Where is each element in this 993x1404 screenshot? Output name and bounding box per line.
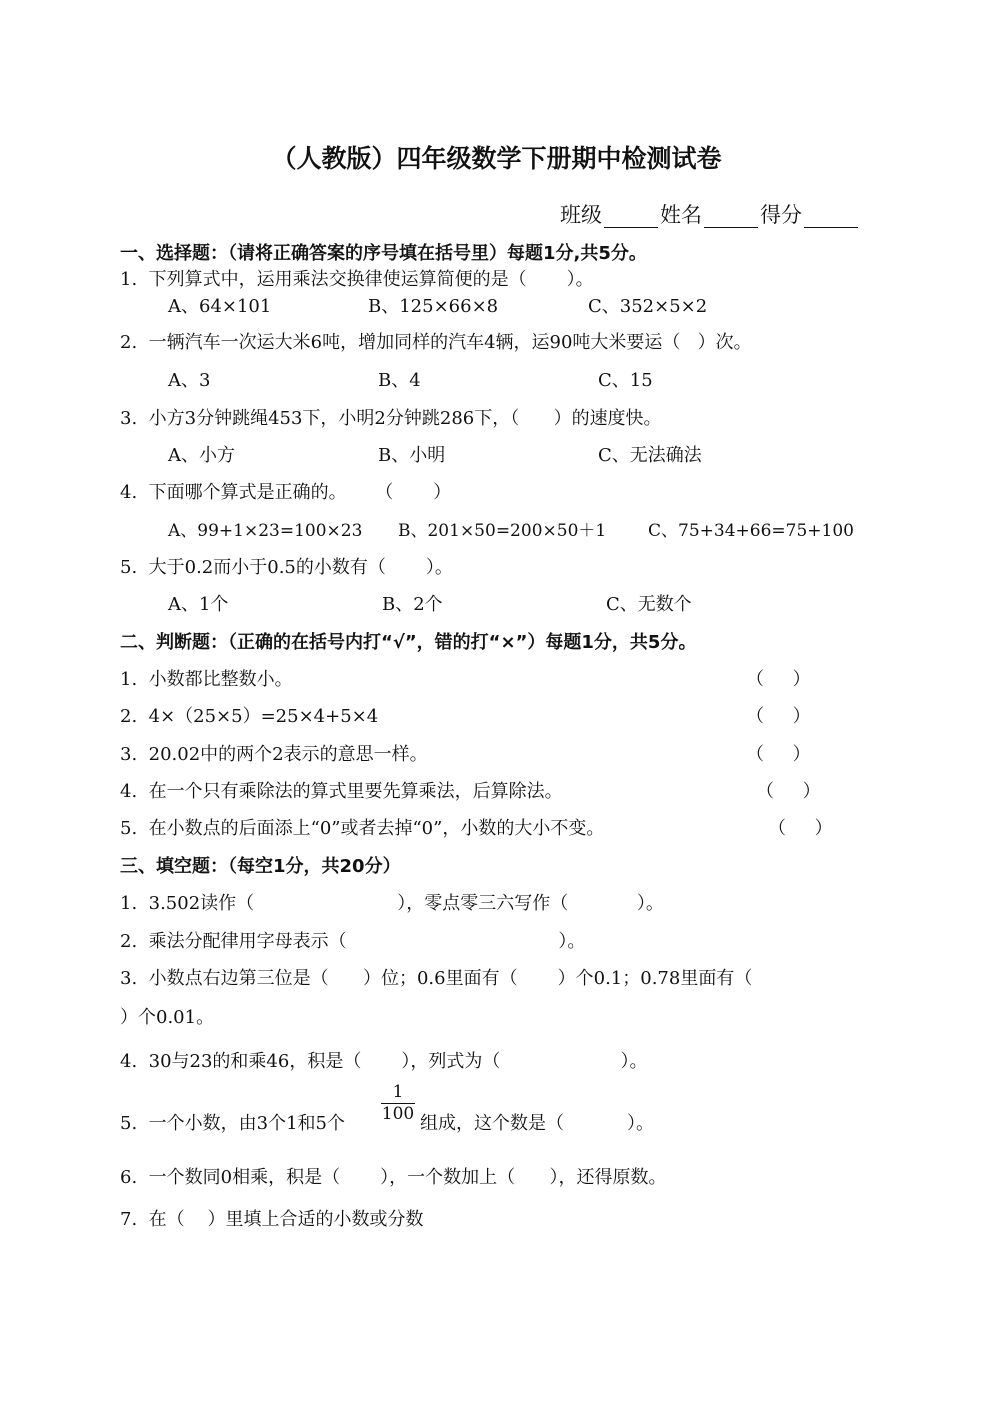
choice-q1-option-b[interactable]: B、125×66×8 xyxy=(368,296,499,317)
choice-q3-option-a[interactable]: A、小方 xyxy=(168,445,235,466)
choice-q4-option-a[interactable]: A、99+1×23=100×23 xyxy=(168,521,363,541)
page-title: （人教版）四年级数学下册期中检测试卷 xyxy=(271,144,722,173)
section-fill-heading: 三、填空题：（每空1分，共20分） xyxy=(120,856,401,877)
choice-q1-stem: 1. 下列算式中，运用乘法交换律使运算简便的是（ ）。 xyxy=(120,269,594,290)
choice-q1-option-a[interactable]: A、64×101 xyxy=(168,296,272,317)
choice-q5-option-a[interactable]: A、1个 xyxy=(168,594,229,615)
judge-item-5: 5. 在小数点的后面添上“0”或者去掉“0”，小数的大小不变。 xyxy=(120,818,605,839)
class-blank[interactable] xyxy=(604,207,658,228)
fill-q6: 6. 一个数同0相乘，积是（ ），一个数加上（ ），还得原数。 xyxy=(120,1167,667,1188)
choice-q2-option-a[interactable]: A、3 xyxy=(168,370,211,391)
choice-q1-option-c[interactable]: C、352×5×2 xyxy=(588,296,708,317)
fill-q5-before: 5. 一个小数，由3个1和5个 xyxy=(120,1113,345,1134)
class-label: 班级 xyxy=(560,203,602,227)
judge-item-2: 2. 4×（25×5）=25×4+5×4 xyxy=(120,706,379,727)
fill-q1: 1. 3.502读作（ ），零点零三六写作（ ）。 xyxy=(120,893,664,914)
fill-q4: 4. 30与23的和乘46，积是（ ），列式为（ ）。 xyxy=(120,1051,648,1072)
score-blank[interactable] xyxy=(804,207,858,228)
fraction-denominator: 100 xyxy=(381,1104,415,1124)
student-info-line xyxy=(560,202,860,228)
choice-q2-stem: 2. 一辆汽车一次运大米6吨，增加同样的汽车4辆，运90吨大米要运（ ）次。 xyxy=(120,332,752,353)
choice-q5-option-c[interactable]: C、无数个 xyxy=(606,594,692,615)
choice-q3-option-c[interactable]: C、无法确法 xyxy=(598,445,702,466)
score-label: 得分 xyxy=(760,203,802,227)
judge-item-1-answer[interactable]: （ ） xyxy=(746,669,811,690)
choice-q4-stem: 4. 下面哪个算式是正确的。 （ ） xyxy=(120,482,452,503)
choice-q5-option-b[interactable]: B、2个 xyxy=(382,594,443,615)
choice-q5-stem: 5. 大于0.2而小于0.5的小数有（ ）。 xyxy=(120,557,453,578)
judge-item-4-answer[interactable]: （ ） xyxy=(756,781,821,802)
judge-item-3: 3. 20.02中的两个2表示的意思一样。 xyxy=(120,744,428,765)
fill-q7: 7. 在（ ）里填上合适的小数或分数 xyxy=(120,1209,424,1230)
fill-q2: 2. 乘法分配律用字母表示（ ）。 xyxy=(120,931,586,952)
judge-item-3-answer[interactable]: （ ） xyxy=(746,744,811,765)
choice-q2-option-c[interactable]: C、15 xyxy=(598,370,653,391)
fraction-numerator: 1 xyxy=(381,1082,415,1104)
section-judge-heading: 二、判断题：（正确的在括号内打“√”，错的打“×”）每题1分，共5分。 xyxy=(120,632,697,653)
choice-q3-option-b[interactable]: B、小明 xyxy=(378,445,446,466)
choice-q2-option-b[interactable]: B、4 xyxy=(378,370,421,391)
fill-q5-after: 组成，这个数是（ ）。 xyxy=(420,1113,654,1134)
judge-item-1: 1. 小数都比整数小。 xyxy=(120,669,293,690)
judge-item-5-answer[interactable]: （ ） xyxy=(768,818,833,839)
choice-q4-option-b[interactable]: B、201×50=200×50＋1 xyxy=(398,521,607,541)
choice-q3-stem: 3. 小方3分钟跳绳453下，小明2分钟跳286下，（ ）的速度快。 xyxy=(120,408,662,429)
fill-q3-line1: 3. 小数点右边第三位是（ ）位；0.6里面有（ ）个0.1；0.78里面有（ xyxy=(120,968,753,989)
judge-item-4: 4. 在一个只有乘除法的算式里要先算乘法，后算除法。 xyxy=(120,781,563,802)
name-blank[interactable] xyxy=(704,207,758,228)
judge-item-2-answer[interactable]: （ ） xyxy=(746,706,811,727)
name-label: 姓名 xyxy=(660,203,702,227)
section-choice-heading: 一、选择题：（请将正确答案的序号填在括号里）每题1分,共5分。 xyxy=(120,243,647,264)
fill-q3-line2: ）个0.01。 xyxy=(120,1007,215,1028)
choice-q4-option-c[interactable]: C、75+34+66=75+100 xyxy=(648,521,854,541)
fraction-one-hundredth xyxy=(381,1082,415,1124)
